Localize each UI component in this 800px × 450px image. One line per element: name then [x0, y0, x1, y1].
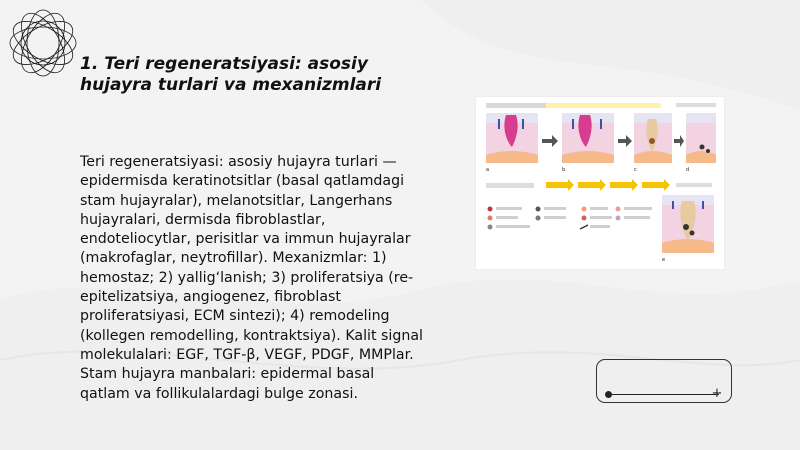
timeline-track[interactable]: [609, 394, 719, 395]
panel-letter-e: e: [662, 257, 666, 263]
panel-letter-d: d: [686, 167, 690, 173]
timeline-slider[interactable]: [596, 359, 732, 403]
dot-icon[interactable]: [605, 391, 612, 398]
skin-regeneration-figure: [476, 97, 724, 269]
panel-letter-a: a: [486, 167, 490, 173]
panel-letter-c: c: [634, 167, 637, 173]
slide-body-text: Teri regeneratsiyasi: asosiy hujayra turlari — epidermisda keratinotsitlar (basal qatlamdagi stam hujayralar), melanotsitlar, Langerhans hujayralari, dermisda fibroblastlar, endoteliocytlar, perisitlar va immun hujayralar (makrofaglar, neytrofillar). Mexanizmlar: 1) hemostaz; 2) yallig‘lanish; 3) proliferatsiya (re-epitelizatsiya, angiogenez, fibroblast proliferatsiyasi, ECM sintezi); 4) remodeling (kollegen remodelling, kontraktsiya). Kalit signal molekulalari: EGF, TGF-β, VEGF, PDGF, MMPlar. Stam hujayra manbalari: epidermal basal qatlam va follikulalardagi bulge zonasi.: [80, 154, 423, 402]
slide-title: 1. Teri regeneratsiyasi: asosiy hujayra turlari va mexanizmlari: [80, 54, 382, 95]
plus-icon[interactable]: +: [711, 386, 723, 401]
spirograph-logo-icon: [4, 4, 82, 82]
panel-letter-b: b: [562, 167, 566, 173]
